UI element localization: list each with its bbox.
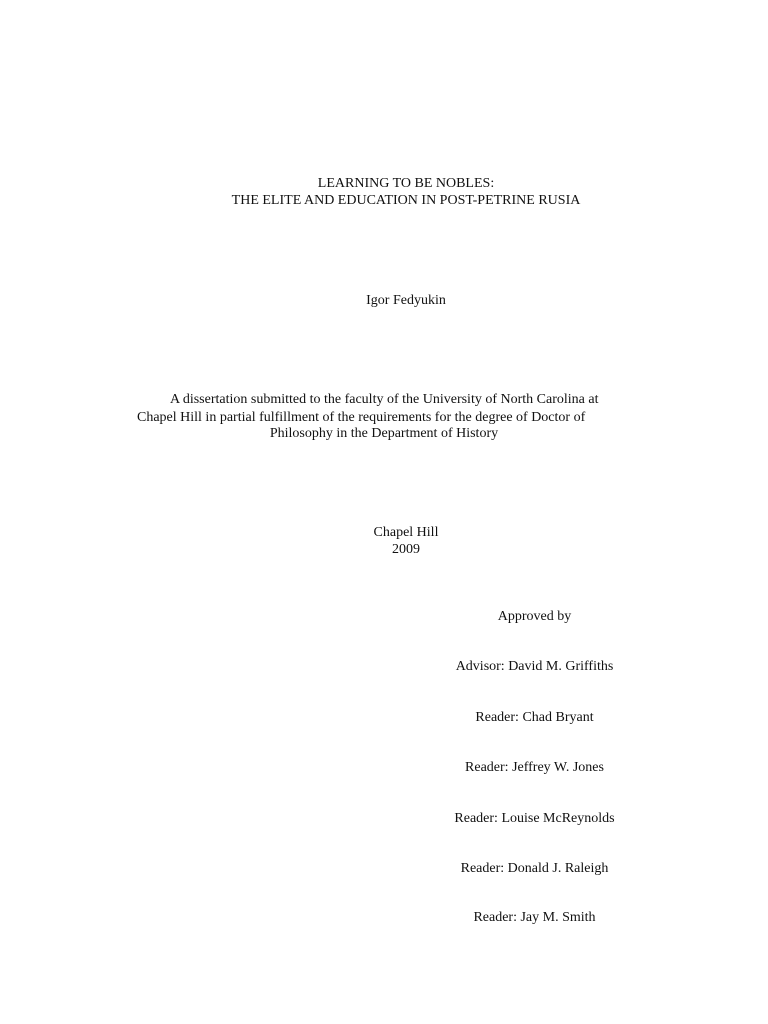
approved-by-label: Approved by (497, 609, 572, 624)
committee-member-reader: Reader: Jeffrey W. Jones (465, 760, 604, 775)
statement-line-3: Philosophy in the Department of History (269, 426, 499, 441)
place: Chapel Hill (373, 525, 439, 540)
year: 2009 (392, 542, 420, 557)
committee-member-reader: Reader: Donald J. Raleigh (460, 861, 609, 876)
author-name: Igor Fedyukin (366, 293, 446, 308)
committee-member-reader: Reader: Jay M. Smith (473, 910, 596, 925)
title-line-2: THE ELITE AND EDUCATION IN POST-PETRINE RUSIA (231, 193, 581, 208)
statement-line-1: A dissertation submitted to the faculty of the University of North Carolina at (170, 392, 599, 407)
statement-line-2: Chapel Hill in partial fulfillment of the requirements for the degree of Doctor of (137, 410, 586, 425)
committee-member-reader: Reader: Louise McReynolds (454, 811, 615, 826)
committee-member-advisor: Advisor: David M. Griffiths (455, 659, 614, 674)
committee-member-reader: Reader: Chad Bryant (475, 710, 594, 725)
title-line-1: LEARNING TO BE NOBLES: (317, 176, 495, 191)
